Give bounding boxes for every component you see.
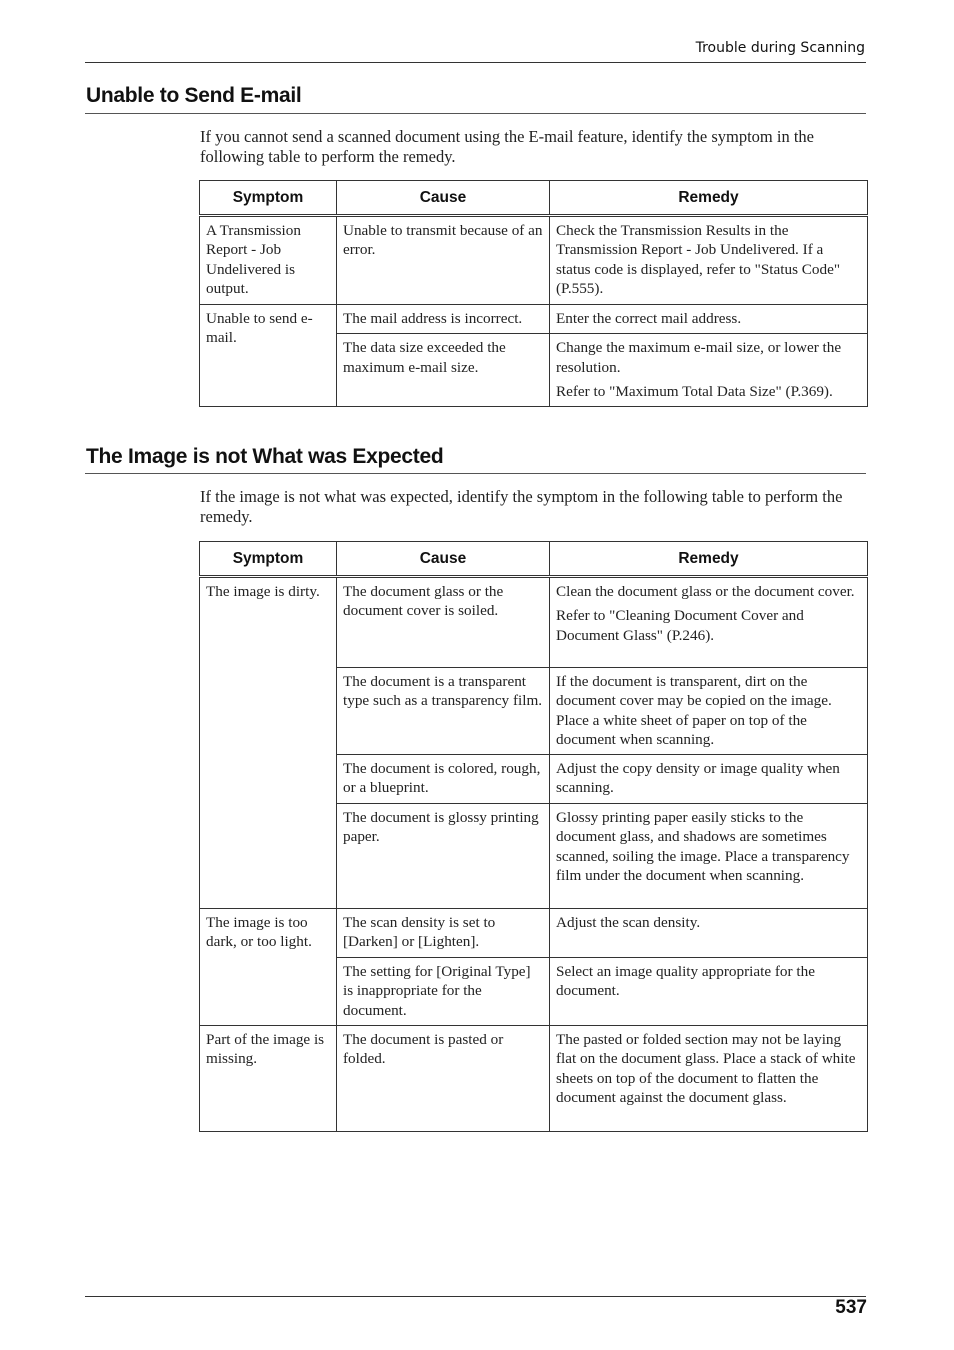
remedy-cell xyxy=(550,334,868,407)
remedy-reference: Refer to "Maximum Total Data Size" (P.369). xyxy=(556,382,833,400)
table-row xyxy=(200,305,868,334)
remedy-reference: Refer to "Cleaning Document Cover and Document Glass" (P.246). xyxy=(556,607,804,644)
remedy-cell xyxy=(550,216,868,305)
remedy-cell xyxy=(550,804,868,909)
cause-cell: The document is pasted or folded. xyxy=(337,1026,550,1132)
remedy-text: The pasted or folded section may not be laying flat on the document glass. Place a stack of white sheets on top of the document to flatten the document against the document glass. xyxy=(556,1031,856,1106)
cause-cell: Unable to transmit because of an error. xyxy=(337,216,550,305)
column-header-cause: Cause xyxy=(337,181,550,216)
header-divider xyxy=(85,62,866,63)
remedy-text: If the document is transparent, dirt on the document cover may be copied on the image. Place a white sheet of paper on top of the document when scanning. xyxy=(556,673,832,748)
remedy-cell xyxy=(550,958,868,1026)
cause-cell: The scan density is set to [Darken] or [Lighten]. xyxy=(337,909,550,958)
symptom-cell: The image is dirty. xyxy=(200,577,337,909)
remedy-text: Clean the document glass or the document cover. xyxy=(556,583,855,600)
column-header-remedy: Remedy xyxy=(550,542,868,577)
section-intro: If you cannot send a scanned document using the E-mail feature, identify the symptom in the following table to perform the remedy. xyxy=(200,127,814,166)
cause-cell: The mail address is incorrect. xyxy=(337,305,550,334)
section-intro: If the image is not what was expected, identify the symptom in the following table to perform the remedy. xyxy=(200,487,843,526)
table-header-row xyxy=(200,542,868,577)
remedy-text: Enter the correct mail address. xyxy=(556,310,742,327)
table-row xyxy=(200,577,868,668)
cause-cell: The document glass or the document cover is soiled. xyxy=(337,577,550,668)
remedy-text: Select an image quality appropriate for the document. xyxy=(556,963,815,1000)
section-title-unable-to-send-email: Unable to Send E-mail xyxy=(86,84,302,107)
remedy-text: Check the Transmission Results in the Transmission Report - Job Undelivered. If a status code is displayed, refer to "Status Code" (P.555). xyxy=(556,222,841,297)
cause-cell: The data size exceeded the maximum e-mail size. xyxy=(337,334,550,407)
table-row xyxy=(200,1026,868,1132)
remedy-text: Adjust the scan density. xyxy=(556,914,701,932)
table-row xyxy=(200,216,868,305)
remedy-text: Change the maximum e-mail size, or lower the resolution. xyxy=(556,339,842,376)
page-number: 537 xyxy=(835,1297,867,1318)
symptom-cell: The image is too dark, or too light. xyxy=(200,909,337,1026)
remedy-cell xyxy=(550,668,868,755)
running-header: Trouble during Scanning xyxy=(695,40,865,56)
footer-divider xyxy=(85,1296,866,1297)
symptom-cell: Part of the image is missing. xyxy=(200,1026,337,1132)
email-troubleshooting-table xyxy=(199,180,868,407)
cause-cell: The document is a transparent type such as a transparency film. xyxy=(337,668,550,755)
image-troubleshooting-table xyxy=(199,541,868,1132)
column-header-symptom: Symptom xyxy=(200,181,337,216)
section-divider xyxy=(85,473,866,474)
section-title-image-not-expected: The Image is not What was Expected xyxy=(86,445,444,468)
column-header-cause: Cause xyxy=(337,542,550,577)
remedy-cell xyxy=(550,305,868,334)
table-header-row xyxy=(200,181,868,216)
cause-cell: The document is colored, rough, or a blueprint. xyxy=(337,755,550,804)
remedy-cell xyxy=(550,1026,868,1132)
remedy-cell xyxy=(550,909,868,958)
table-row xyxy=(200,909,868,958)
section-divider xyxy=(85,113,866,114)
remedy-text: Glossy printing paper easily sticks to the document glass, and shadows are sometimes scanned, soiling the image. Place a transparency film under the document when scanning. xyxy=(556,809,850,885)
column-header-remedy: Remedy xyxy=(550,181,868,216)
cause-cell: The setting for [Original Type] is inappropriate for the document. xyxy=(337,958,550,1026)
remedy-text: Adjust the copy density or image quality when scanning. xyxy=(556,760,840,797)
cause-cell: The document is glossy printing paper. xyxy=(337,804,550,909)
column-header-symptom: Symptom xyxy=(200,542,337,577)
remedy-cell xyxy=(550,755,868,804)
symptom-cell: A Transmission Report - Job Undelivered is output. xyxy=(200,216,337,305)
remedy-cell xyxy=(550,577,868,668)
symptom-cell: Unable to send e-mail. xyxy=(200,305,337,407)
